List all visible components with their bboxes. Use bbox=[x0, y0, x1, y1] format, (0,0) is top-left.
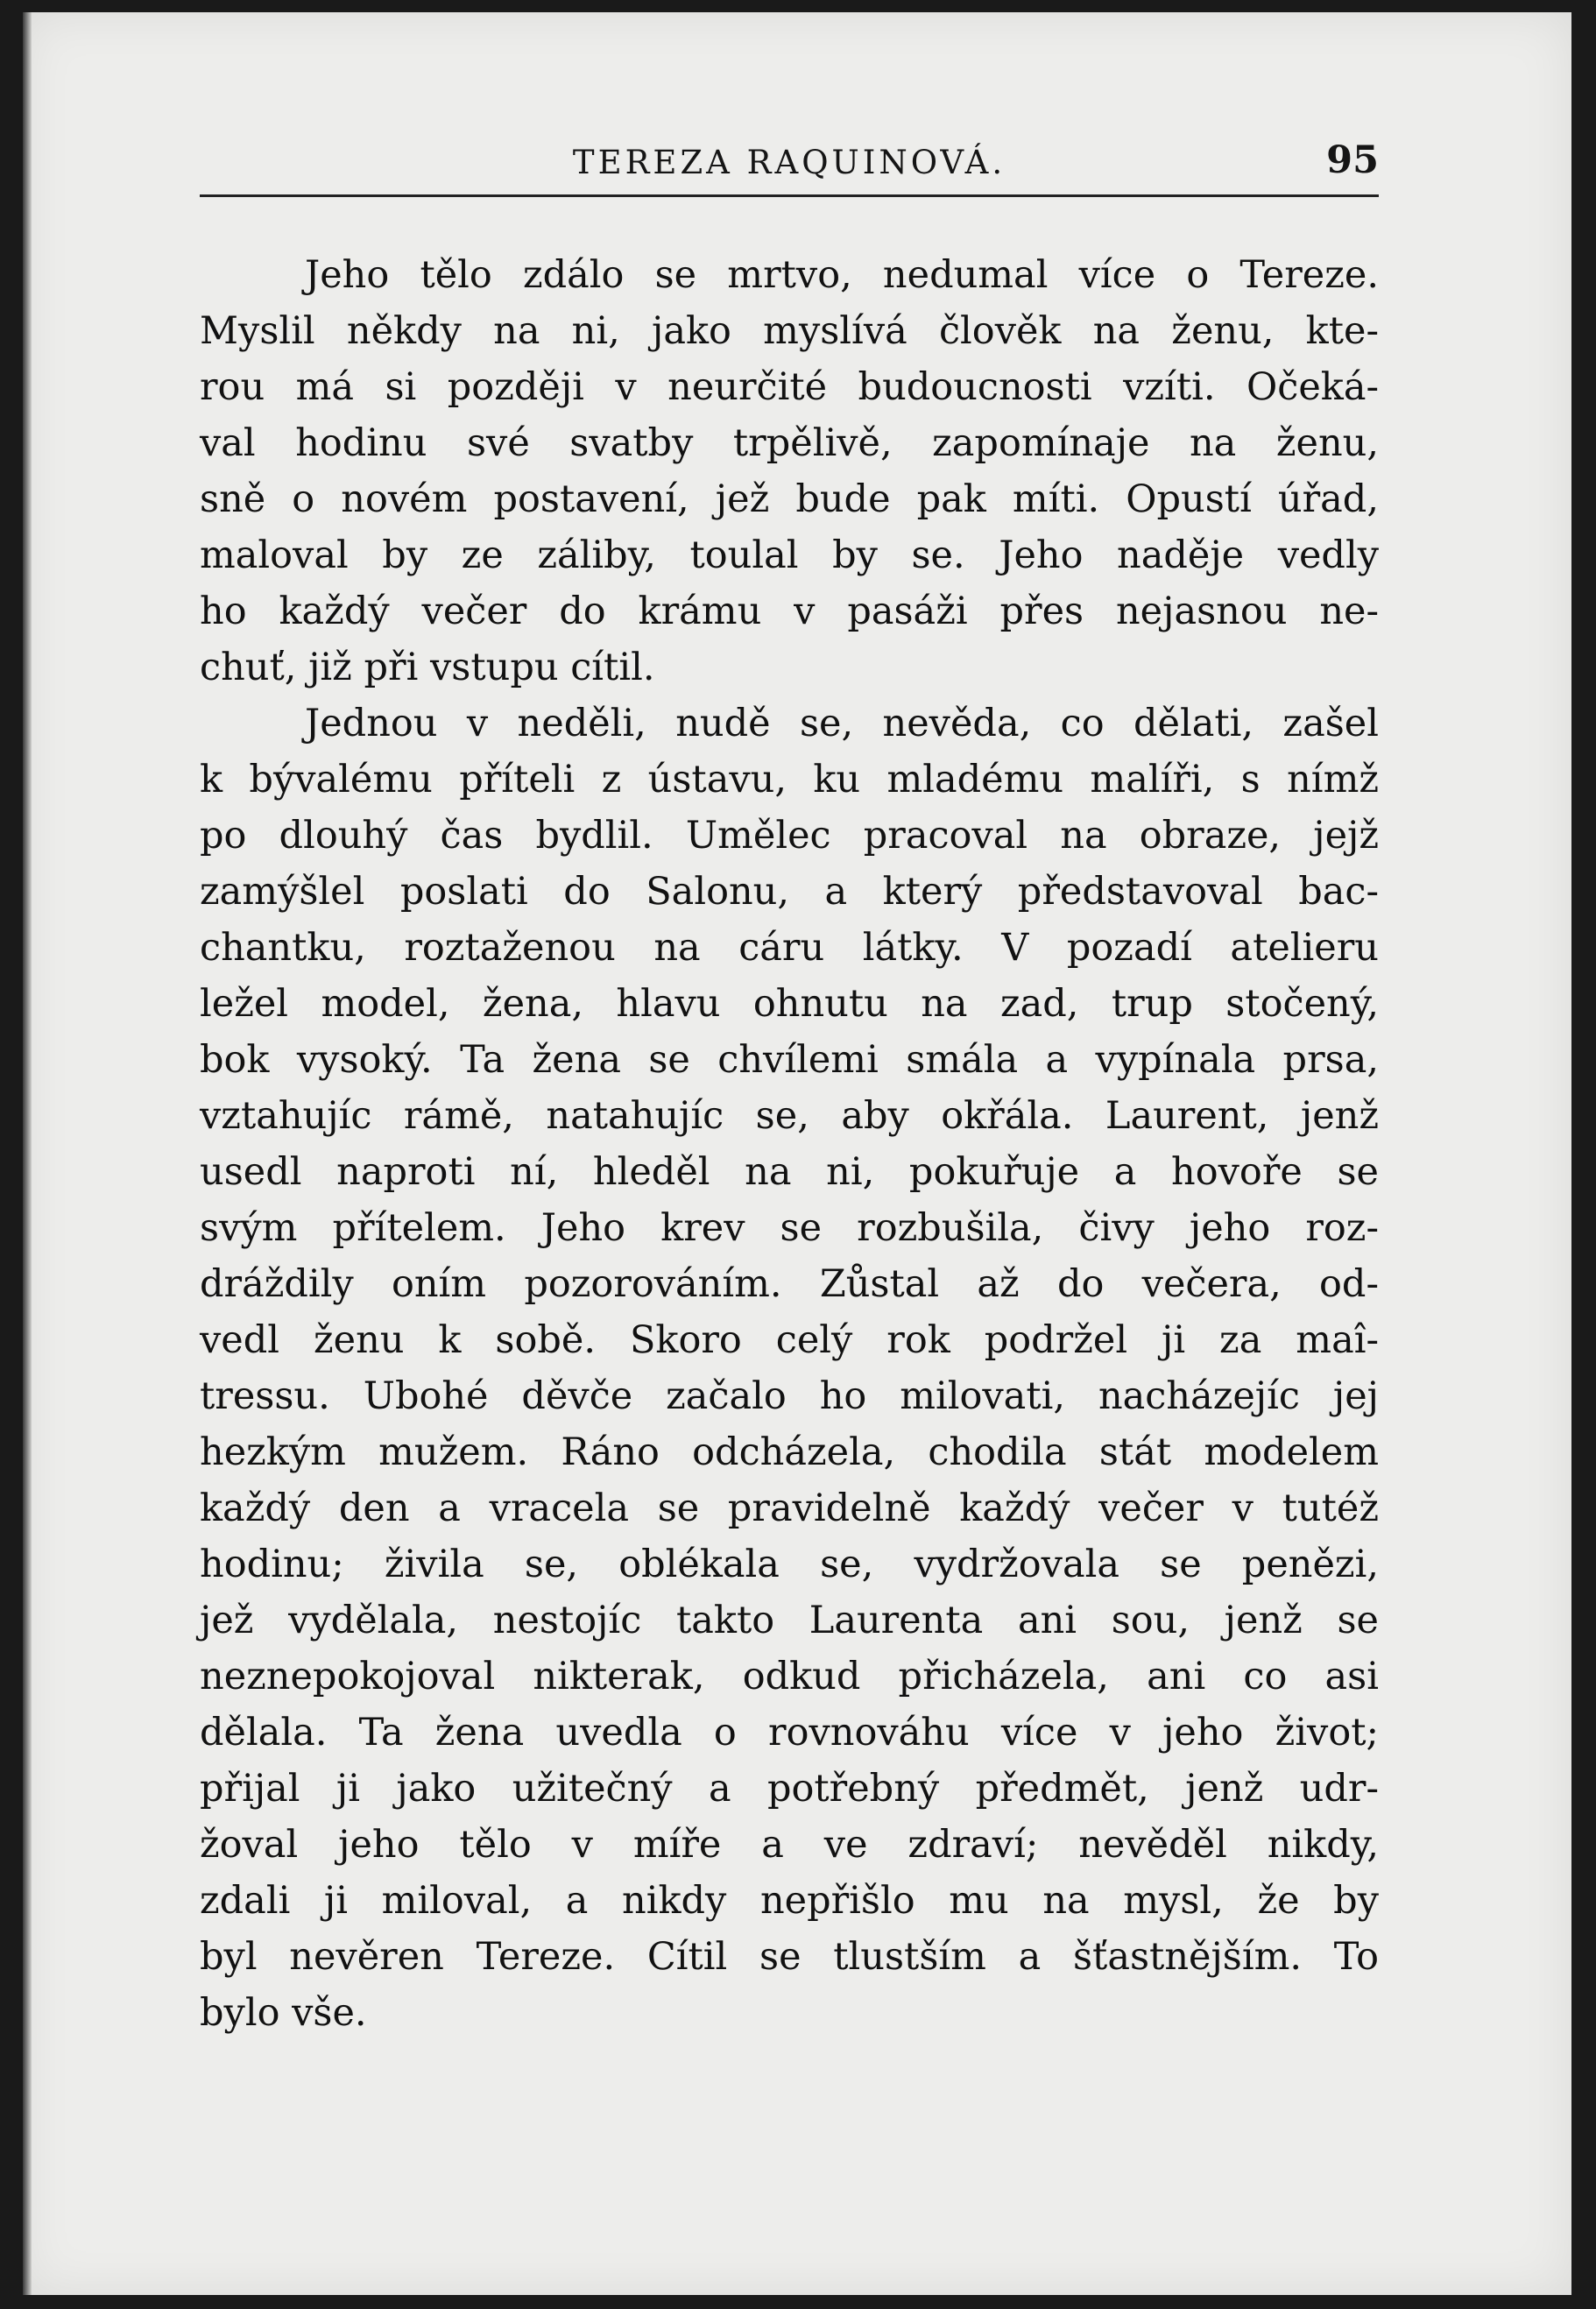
text-line: přijal ji jako užitečný a potřebný předmět, jenž udr- bbox=[200, 1767, 1379, 1811]
text-line: chantku, roztaženou na cáru látky. V pozadí atelieru bbox=[200, 926, 1379, 970]
text-line: zdali ji miloval, a nikdy nepřišlo mu na mysl, že by bbox=[200, 1879, 1379, 1923]
page-number: 95 bbox=[1326, 138, 1379, 182]
text-line: jež vydělala, nestojíc takto Laurenta ani sou, jenž se bbox=[200, 1599, 1379, 1642]
running-header bbox=[200, 128, 1379, 197]
text-line: k bývalému příteli z ústavu, ku mladému malíři, s nímž bbox=[200, 758, 1379, 801]
text-line: vedl ženu k sobě. Skoro celý rok podržel ji za maî- bbox=[200, 1318, 1379, 1362]
running-title: TEREZA RAQUINOVÁ. bbox=[572, 144, 1006, 181]
text-line: žoval jeho tělo v míře a ve zdraví; nevěděl nikdy, bbox=[200, 1823, 1379, 1867]
text-line: hodinu; živila se, oblékala se, vydržovala se penězi, bbox=[200, 1543, 1379, 1586]
text-line: sně o novém postavení, jež bude pak míti. Opustí úřad, bbox=[200, 477, 1379, 521]
text-line: každý den a vracela se pravidelně každý večer v tutéž bbox=[200, 1486, 1379, 1530]
text-line: Myslil někdy na ni, jako myslívá člověk na ženu, kte- bbox=[200, 309, 1379, 353]
text-line: bok vysoký. Ta žena se chvílemi smála a vypínala prsa, bbox=[200, 1038, 1379, 1082]
text-line: ho každý večer do krámu v pasáži přes nejasnou ne- bbox=[200, 590, 1379, 633]
text-line: neznepokojoval nikterak, odkud přicházela, ani co asi bbox=[200, 1655, 1379, 1698]
text-line: vztahujíc rámě, natahujíc se, aby okřála. Laurent, jenž bbox=[200, 1094, 1379, 1138]
text-line: usedl naproti ní, hleděl na ni, pokuřuje a hovoře se bbox=[200, 1150, 1379, 1194]
text-line: ležel model, žena, hlavu ohnutu na zad, trup stočený, bbox=[200, 982, 1379, 1026]
body-text bbox=[200, 247, 1379, 2041]
text-line: tressu. Ubohé děvče začalo ho milovati, nacházejíc jej bbox=[200, 1374, 1379, 1418]
text-line: po dlouhý čas bydlil. Umělec pracoval na obraze, jejž bbox=[200, 814, 1379, 858]
text-line: val hodinu své svatby trpělivě, zapomínaje na ženu, bbox=[200, 421, 1379, 465]
text-line: Jednou v neděli, nudě se, nevěda, co dělati, zašel bbox=[305, 702, 1379, 745]
text-line: hezkým mužem. Ráno odcházela, chodila stát modelem bbox=[200, 1430, 1379, 1474]
text-line: byl nevěren Tereze. Cítil se tlustším a šťastnějším. To bbox=[200, 1935, 1379, 1979]
text-line: chuť, již při vstupu cítil. bbox=[200, 646, 655, 689]
text-line: dělala. Ta žena uvedla o rovnováhu více v jeho život; bbox=[200, 1711, 1379, 1755]
text-line: zamýšlel poslati do Salonu, a který představoval bac- bbox=[200, 870, 1379, 914]
page-edge-shadow bbox=[23, 12, 32, 2295]
text-line: bylo vše. bbox=[200, 1991, 367, 2035]
text-line: Jeho tělo zdálo se mrtvo, nedumal více o Tereze. bbox=[305, 253, 1379, 297]
text-line: maloval by ze záliby, toulal by se. Jeho naděje vedly bbox=[200, 533, 1379, 577]
text-line: svým přítelem. Jeho krev se rozbušila, čivy jeho roz- bbox=[200, 1206, 1379, 1250]
book-page bbox=[23, 12, 1571, 2295]
text-line: rou má si později v neurčité budoucnosti vzíti. Očeká- bbox=[200, 365, 1379, 409]
text-line: dráždily oním pozorováním. Zůstal až do večera, od- bbox=[200, 1262, 1379, 1306]
